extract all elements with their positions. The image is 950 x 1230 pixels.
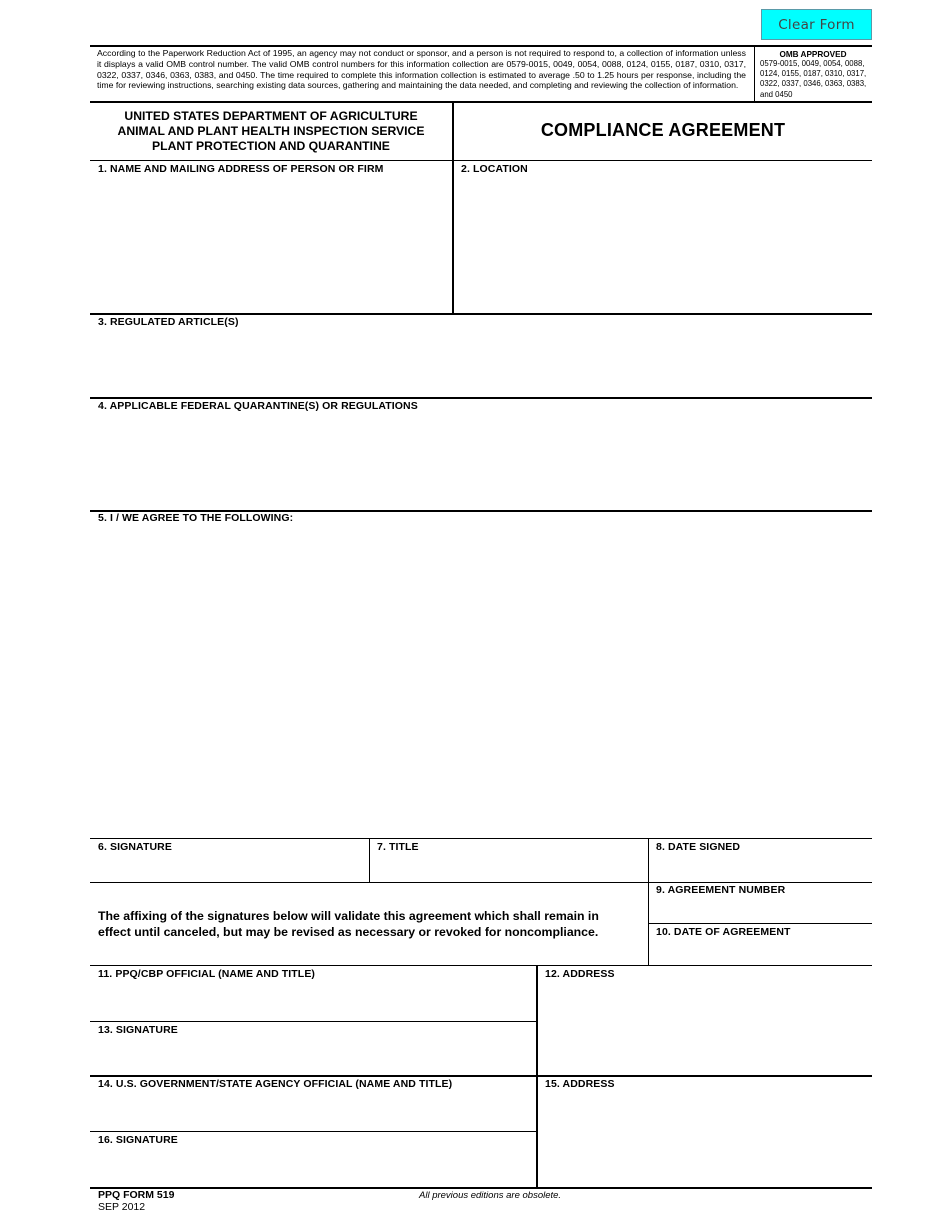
agency-line-2: ANIMAL AND PLANT HEALTH INSPECTION SERVICE — [117, 124, 425, 138]
address-12-field[interactable] — [543, 983, 869, 1073]
regulated-articles-label: 3. REGULATED ARTICLE(S) — [98, 316, 239, 328]
form-title: COMPLIANCE AGREEMENT — [540, 120, 786, 140]
paperwork-notice: According to the Paperwork Reduction Act of 1995, an agency may not conduct or sponsor, and a person is not required to respond to, a collection of information unless it displays a valid OMB control number. The valid OMB control numbers for this information collection are 0579-0015, 0049, 0054, 0088, 0124, 0155, 0187, 0310, 0317, 0322, 0337, 0346, 0363, 0383, and 0450. The time required to complete this information collection is estimated to average .50 to 1.25 hours per response, including the time for reviewing instructions, searching existing data sources, gathering and maintaining the data needed, and completing and reviewing the collection of information. — [97, 48, 746, 91]
form-number: PPQ FORM 519 — [98, 1189, 175, 1201]
title-field[interactable] — [375, 856, 643, 880]
rule-after-block-14 — [90, 1131, 537, 1132]
address-15-label: 15. ADDRESS — [545, 1078, 615, 1090]
agency-line-1: UNITED STATES DEPARTMENT OF AGRICULTURE — [124, 109, 418, 123]
signature-16-field[interactable] — [96, 1149, 532, 1185]
agree-field[interactable] — [96, 526, 869, 834]
quarantines-field[interactable] — [96, 414, 869, 508]
regulated-articles-field[interactable] — [96, 330, 869, 396]
obsolete-note: All previous editions are obsolete. — [419, 1190, 562, 1201]
date-of-agreement-field[interactable] — [654, 940, 868, 962]
location-field[interactable] — [459, 177, 869, 311]
name-address-label: 1. NAME AND MAILING ADDRESS OF PERSON OR FIRM — [98, 163, 384, 175]
title-bottom-rule — [90, 160, 872, 161]
date-of-agreement-label: 10. DATE OF AGREEMENT — [656, 926, 791, 938]
clear-form-button[interactable]: Clear Form — [761, 9, 872, 40]
signature-field[interactable] — [96, 856, 364, 880]
ppq-official-field[interactable] — [96, 983, 532, 1019]
agreement-number-label: 9. AGREEMENT NUMBER — [656, 884, 786, 896]
signature-16-label: 16. SIGNATURE — [98, 1134, 178, 1146]
signature-13-label: 13. SIGNATURE — [98, 1024, 178, 1036]
rule-after-block-9 — [648, 923, 872, 924]
agency-heading — [90, 109, 452, 154]
divider-officials-address — [536, 965, 538, 1189]
rule-after-block-5 — [90, 838, 872, 839]
title-label: 7. TITLE — [377, 841, 419, 853]
agree-label: 5. I / WE AGREE TO THE FOLLOWING: — [98, 512, 294, 524]
ppq-official-label: 11. PPQ/CBP OFFICIAL (NAME AND TITLE) — [98, 968, 316, 980]
header-bottom-rule — [90, 101, 872, 103]
address-15-field[interactable] — [543, 1093, 869, 1185]
form-bottom-rule — [90, 1187, 872, 1189]
rule-after-block-6 — [90, 882, 872, 883]
agency-line-3: PLANT PROTECTION AND QUARANTINE — [152, 139, 390, 153]
signature-13-field[interactable] — [96, 1039, 532, 1073]
omb-divider — [754, 46, 755, 102]
validation-notice: The affixing of the signatures below will validate this agreement which shall remain in effect until canceled, but may be revised as necessary or revoked for noncompliance. — [98, 909, 599, 939]
gov-official-label: 14. U.S. GOVERNMENT/STATE AGENCY OFFICIAL (NAME AND TITLE) — [98, 1078, 453, 1090]
omb-approved-title: OMB APPROVED — [779, 50, 847, 59]
quarantines-label: 4. APPLICABLE FEDERAL QUARANTINE(S) OR REGULATIONS — [98, 400, 418, 412]
rule-after-block-2 — [90, 313, 872, 315]
date-signed-field[interactable] — [654, 856, 868, 880]
omb-numbers: 0579-0015, 0049, 0054, 0088, 0124, 0155, 0187, 0310, 0317, 0322, 0337, 0346, 0363, 0383, and 0450 — [760, 59, 867, 99]
divider-6-7 — [369, 838, 370, 883]
gov-official-field[interactable] — [96, 1093, 532, 1129]
rule-after-block-11 — [90, 1021, 537, 1022]
agreement-number-field[interactable] — [654, 898, 868, 920]
address-12-label: 12. ADDRESS — [545, 968, 615, 980]
rule-after-block-13 — [90, 1075, 872, 1077]
signature-label: 6. SIGNATURE — [98, 841, 172, 853]
rule-after-block-3 — [90, 397, 872, 399]
rule-after-block-10 — [90, 965, 872, 966]
name-address-field[interactable] — [96, 177, 448, 311]
form-date: SEP 2012 — [98, 1201, 146, 1213]
date-signed-label: 8. DATE SIGNED — [656, 841, 741, 853]
location-label: 2. LOCATION — [461, 163, 528, 175]
divider-7-8 — [648, 838, 649, 965]
